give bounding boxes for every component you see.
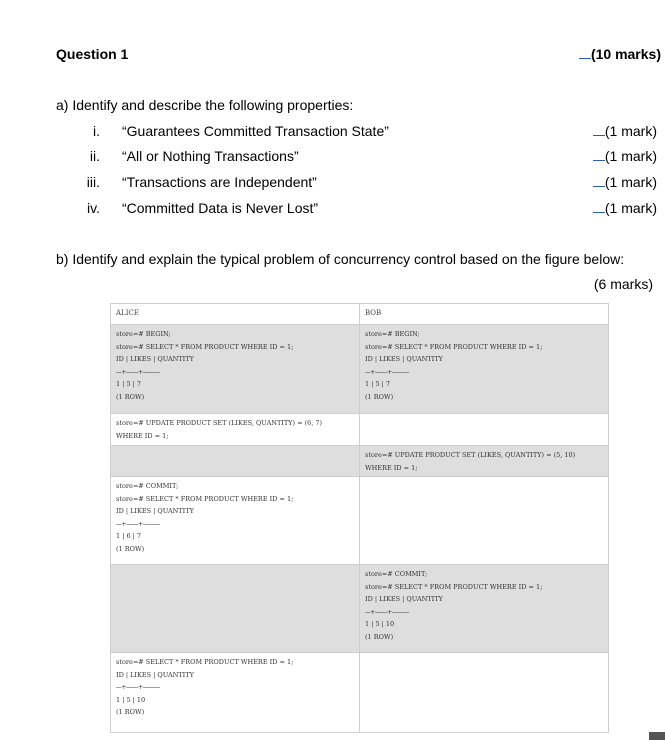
- part-b-marks: (6 marks): [593, 276, 653, 292]
- sql-line: store=# BEGIN;: [116, 330, 171, 338]
- sql-line: store=# UPDATE PRODUCT SET (LIKES, QUANTITY) = (6, 7): [116, 419, 323, 427]
- sql-line: store=# SELECT * FROM PRODUCT WHERE ID = 1;: [365, 342, 543, 351]
- marks-blank: [593, 174, 605, 187]
- sql-line: ---+-------+----------: [116, 367, 160, 376]
- item-number: iii.: [86, 174, 100, 190]
- alice-step-5-empty: [111, 565, 359, 652]
- row-divider: [111, 564, 608, 565]
- bob-header: BOB: [365, 309, 382, 317]
- alice-step-3-empty: [111, 446, 359, 476]
- sql-line: 1 | 5 | 10: [365, 620, 395, 628]
- item-marks-text: (1 mark): [604, 200, 657, 216]
- sql-line: (1 ROW): [116, 708, 145, 716]
- sql-line: (1 ROW): [365, 392, 394, 401]
- sql-line: store=# UPDATE PRODUCT SET (LIKES, QUANTITY) = (5, 10): [365, 451, 576, 459]
- sql-line: ID | LIKES | QUANTITY: [116, 507, 194, 515]
- question-title: Question 1: [56, 46, 129, 62]
- item-marks-text: (1 mark): [604, 123, 657, 139]
- item-marks: [593, 148, 657, 164]
- transaction-figure: [110, 303, 609, 733]
- question-marks: [579, 46, 661, 62]
- sql-line: 1 | 5 | 10: [116, 695, 146, 704]
- sql-line: WHERE ID = 1;: [365, 463, 418, 472]
- row-divider: [111, 324, 608, 325]
- alice-step-1: [111, 325, 359, 413]
- sql-line: store=# SELECT * FROM PRODUCT WHERE ID = 1;: [116, 494, 294, 503]
- item-number: iv.: [87, 200, 100, 216]
- item-text: “All or Nothing Transactions”: [122, 148, 299, 164]
- sql-line: ID | LIKES | QUANTITY: [365, 355, 443, 363]
- sql-line: store=# SELECT * FROM PRODUCT WHERE ID = 1;: [365, 582, 543, 591]
- alice-step-2: [111, 414, 359, 445]
- sql-line: 1 | 6 | 7: [116, 532, 142, 540]
- row-divider: [111, 445, 608, 446]
- part-b-prompt: b) Identify and explain the typical problem of concurrency control based on the figure below:: [56, 251, 625, 267]
- item-text: “Committed Data is Never Lost”: [122, 200, 319, 216]
- sql-line: (1 ROW): [116, 544, 145, 553]
- row-divider: [111, 652, 608, 653]
- sql-line: 1 | 5 | 7: [365, 380, 391, 388]
- item-text: “Guarantees Committed Transaction State”: [122, 123, 389, 139]
- marks-blank: [593, 123, 605, 136]
- sql-line: ID | LIKES | QUANTITY: [116, 355, 194, 363]
- item-number: i.: [93, 123, 100, 139]
- sql-line: WHERE ID = 1;: [116, 431, 169, 440]
- row-divider: [111, 476, 608, 477]
- sql-line: store=# SELECT * FROM PRODUCT WHERE ID = 1;: [116, 342, 294, 351]
- sql-line: ---+-------+----------: [116, 519, 160, 528]
- sql-line: ---+-------+----------: [365, 367, 409, 376]
- alice-header: ALICE: [116, 309, 139, 317]
- sql-line: store=# COMMIT;: [365, 570, 428, 578]
- bob-step-1: [360, 325, 608, 413]
- sql-line: ID | LIKES | QUANTITY: [365, 595, 443, 603]
- bob-step-3: [360, 446, 608, 476]
- bob-step-4-empty: [360, 477, 608, 564]
- item-number: ii.: [89, 148, 100, 164]
- sql-line: ---+-------+----------: [365, 607, 409, 616]
- alice-step-4: [111, 477, 359, 564]
- item-marks: [593, 200, 657, 216]
- bob-step-2-empty: [360, 414, 608, 445]
- sql-line: (1 ROW): [116, 392, 145, 401]
- bob-step-6-empty: [360, 653, 608, 732]
- scrollbar-corner: [649, 732, 665, 740]
- item-marks-text: (1 mark): [604, 174, 657, 190]
- item-text: “Transactions are Independent”: [122, 174, 317, 190]
- sql-line: store=# SELECT * FROM PRODUCT WHERE ID = 1;: [116, 658, 294, 666]
- sql-line: store=# COMMIT;: [116, 482, 179, 490]
- item-marks: [593, 174, 657, 190]
- part-a-prompt: a) Identify and describe the following properties:: [56, 97, 354, 113]
- column-divider: [359, 304, 360, 732]
- marks-blank: [593, 148, 605, 161]
- item-marks-text: (1 mark): [604, 148, 657, 164]
- sql-line: (1 ROW): [365, 632, 394, 641]
- sql-line: ID | LIKES | QUANTITY: [116, 670, 194, 679]
- item-marks: [593, 123, 657, 139]
- marks-blank: [593, 200, 605, 213]
- question-marks-text: (10 marks): [590, 46, 661, 62]
- marks-blank: [579, 46, 591, 59]
- sql-line: store=# BEGIN;: [365, 330, 420, 338]
- bob-step-5: [360, 565, 608, 652]
- row-divider: [111, 413, 608, 414]
- sql-line: 1 | 5 | 7: [116, 380, 142, 388]
- alice-step-6: [111, 653, 359, 732]
- sql-line: ---+-------+----------: [116, 683, 160, 691]
